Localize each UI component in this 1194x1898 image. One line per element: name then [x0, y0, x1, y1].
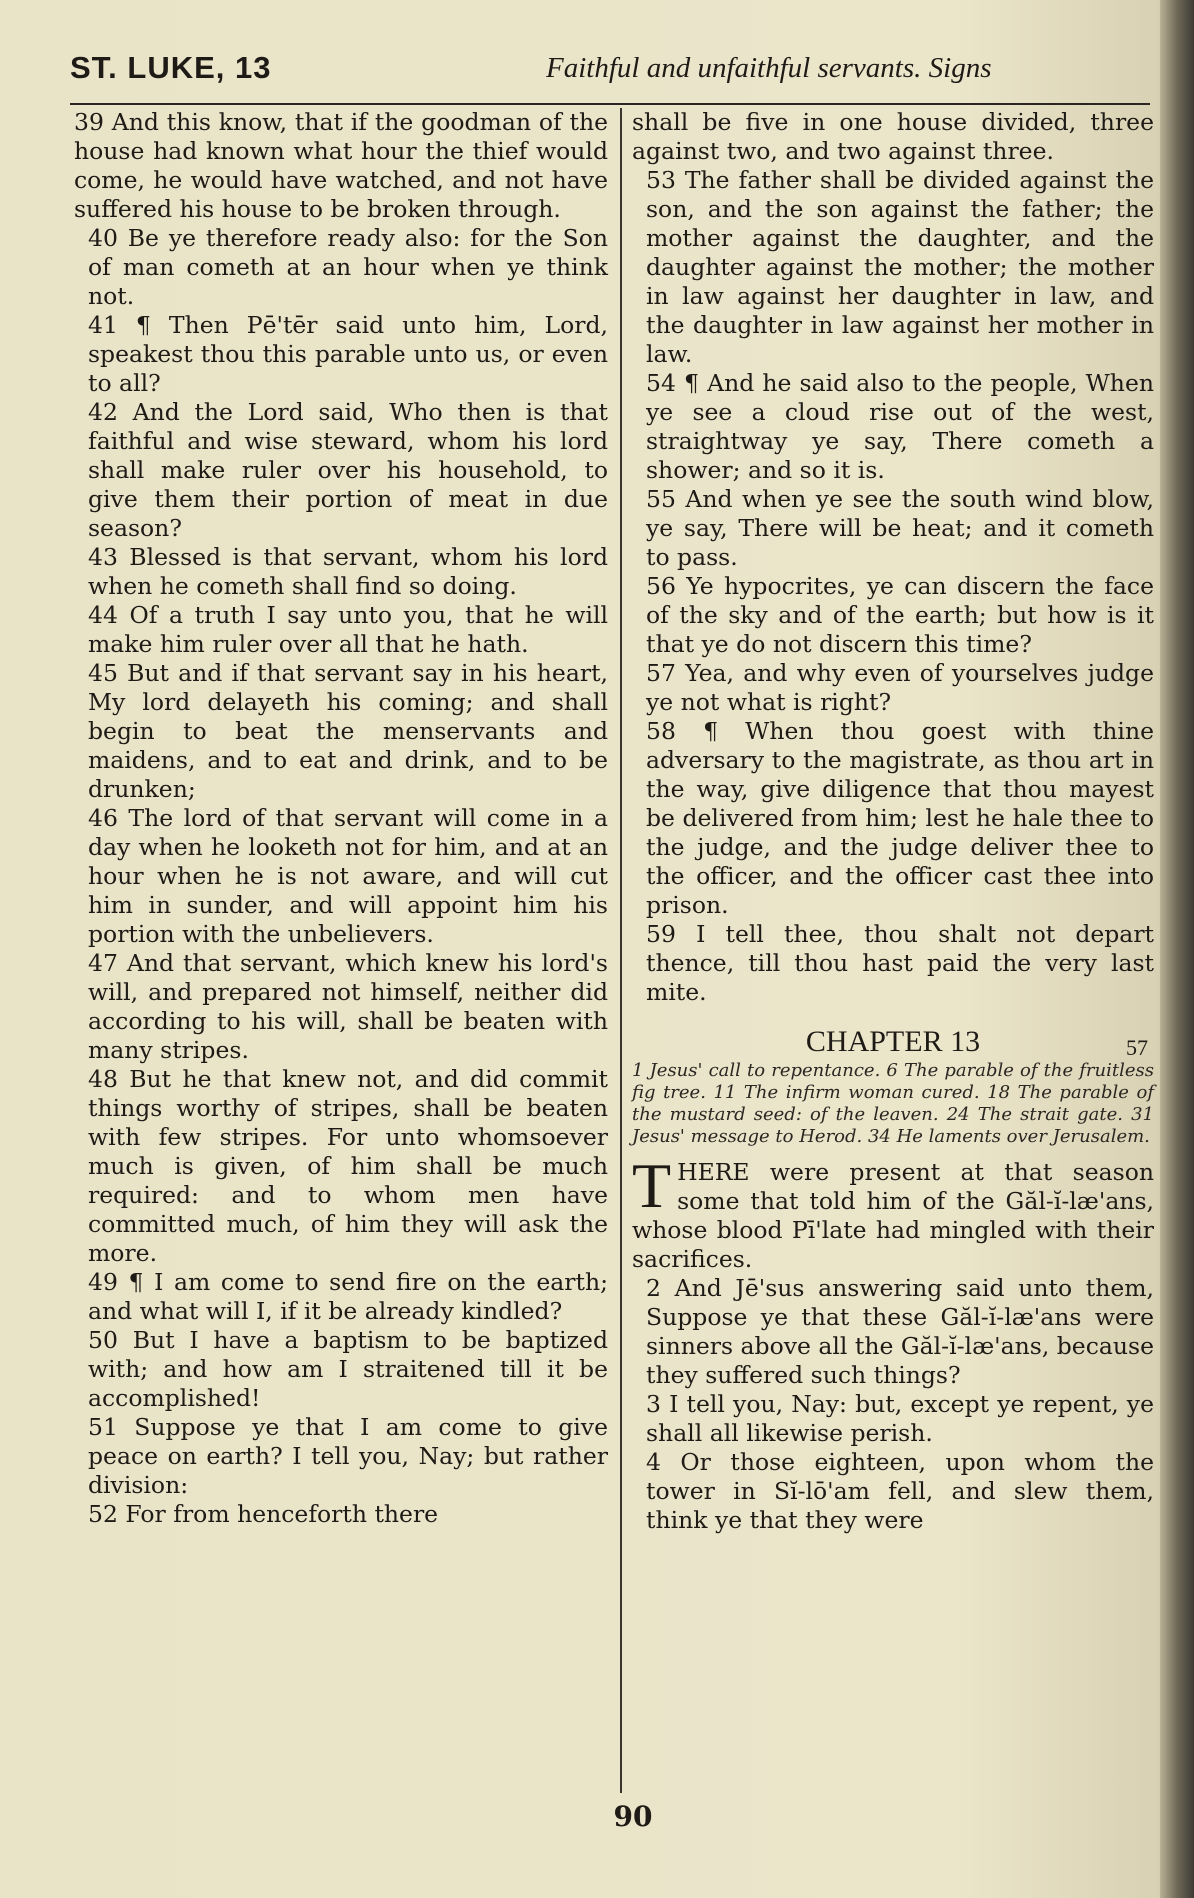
- right-column: [632, 108, 1154, 1535]
- running-head-book: ST. LUKE, 13: [70, 50, 272, 85]
- verse-1-text: HERE were present at that season some that told him of the Găl-ĭ-læ'ans, whose blood Pī'late had mingled with their sacrifices.: [632, 1158, 1154, 1273]
- verse-43: 43 Blessed is that servant, whom his lord when he cometh shall find so doing.: [88, 543, 608, 600]
- page-number: 90: [613, 1800, 653, 1833]
- verse-55: 55 And when ye see the south wind blow, ye say, There will be heat; and it cometh to pass.: [646, 485, 1154, 571]
- verse-56: 56 Ye hypocrites, ye can discern the face of the sky and of the earth; but how is it that ye do not discern this time?: [646, 572, 1154, 658]
- chapter-summary: 1 Jesus' call to repentance. 6 The parable of the fruitless fig tree. 11 The infirm woman cured. 18 The parable of the mustard seed: of the leaven. 24 The strait gate. 31 Jesus' message to Herod. 34 He laments over Jerusalem.: [632, 1060, 1154, 1147]
- verse-52: 52 For from henceforth there: [88, 1500, 439, 1528]
- verse-53: 53 The father shall be divided against the son, and the son against the father; the mother against the daughter, and the daughter against the mother; the mother in law against her daughter in law, and the daughter in law against her mother in law.: [646, 166, 1154, 368]
- verse-52-continued: shall be five in one house divided, three against two, and two against three.: [632, 108, 1154, 165]
- verse-48: 48 But he that knew not, and did commit things worthy of stripes, shall be beaten with few stripes. For unto whomsoever much is given, of him shall be much required: and to whom men have committed much, of him they will ask the more.: [88, 1065, 608, 1267]
- running-head-topic: Faithful and unfaithful servants. Signs: [546, 52, 992, 84]
- verse-49: 49 ¶ I am come to send fire on the earth; and what will I, if it be already kindled?: [88, 1268, 608, 1325]
- header-rule: [70, 103, 1150, 105]
- verse-40: 40 Be ye therefore ready also: for the Son of man cometh at an hour when ye think not.: [88, 224, 608, 310]
- verse-57: 57 Yea, and why even of yourselves judge ye not what is right?: [646, 659, 1154, 716]
- verse-58: 58 ¶ When thou goest with thine adversary to the magistrate, as thou art in the way, give diligence that thou mayest be delivered from him; lest he hale thee to the judge, and the judge deliver thee to the officer, and the officer cast thee into prison.: [646, 717, 1154, 919]
- verse-44: 44 Of a truth I say unto you, that he will make him ruler over all that he hath.: [88, 601, 608, 658]
- verse-39: 39 And this know, that if the goodman of the house had known what hour the thief would come, he would have watched, and not have suffered his house to be broken through.: [74, 108, 608, 223]
- chapter-heading: [632, 1025, 1154, 1060]
- chapter-13-verse-4: 4 Or those eighteen, upon whom the tower in Sĭ-lō'am fell, and slew them, think ye that they were: [646, 1448, 1154, 1534]
- verse-42: 42 And the Lord said, Who then is that faithful and wise steward, whom his lord shall make ruler over his household, to give them their portion of meat in due season?: [88, 398, 608, 542]
- verse-54: 54 ¶ And he said also to the people, When ye see a cloud rise out of the west, straightway ye say, There cometh a shower; and so it is.: [646, 369, 1154, 484]
- chapter-13-verse-2: 2 And Jē'sus answering said unto them, Suppose ye that these Găl-ĭ-læ'ans were sinners above all the Găl-ĭ-læ'ans, because they suffered such things?: [646, 1274, 1154, 1389]
- chapter-13-verse-3: 3 I tell you, Nay: but, except ye repent, ye shall all likewise perish.: [646, 1390, 1154, 1447]
- book-spine-shadow: [1160, 0, 1194, 1898]
- drop-cap: T: [632, 1150, 672, 1221]
- column-divider: [620, 108, 622, 1793]
- verse-59: 59 I tell thee, thou shalt not depart thence, till thou hast paid the very last mite.: [646, 920, 1154, 1006]
- chapter-title: CHAPTER 13: [805, 1025, 981, 1058]
- left-column: [74, 108, 608, 1529]
- verse-50: 50 But I have a baptism to be baptized with; and how am I straitened till it be accomplished!: [88, 1326, 608, 1412]
- chapter-13-verse-1: [632, 1150, 1154, 1274]
- verse-47: 47 And that servant, which knew his lord's will, and prepared not himself, neither did according to his will, shall be beaten with many stripes.: [88, 949, 608, 1064]
- verse-45: 45 But and if that servant say in his heart, My lord delayeth his coming; and shall begin to beat the menservants and maidens, and to eat and drink, and to be drunken;: [88, 659, 608, 803]
- verse-46: 46 The lord of that servant will come in a day when he looketh not for him, and at an hour when he is not aware, and will cut him in sunder, and will appoint him his portion with the unbelievers.: [88, 804, 608, 948]
- verse-41: 41 ¶ Then Pē'tēr said unto him, Lord, speakest thou this parable unto us, or even to all?: [88, 311, 608, 397]
- verse-51: 51 Suppose ye that I am come to give peace on earth? I tell you, Nay; but rather division:: [88, 1413, 608, 1499]
- chapter-cross-ref: 57: [1126, 1035, 1148, 1060]
